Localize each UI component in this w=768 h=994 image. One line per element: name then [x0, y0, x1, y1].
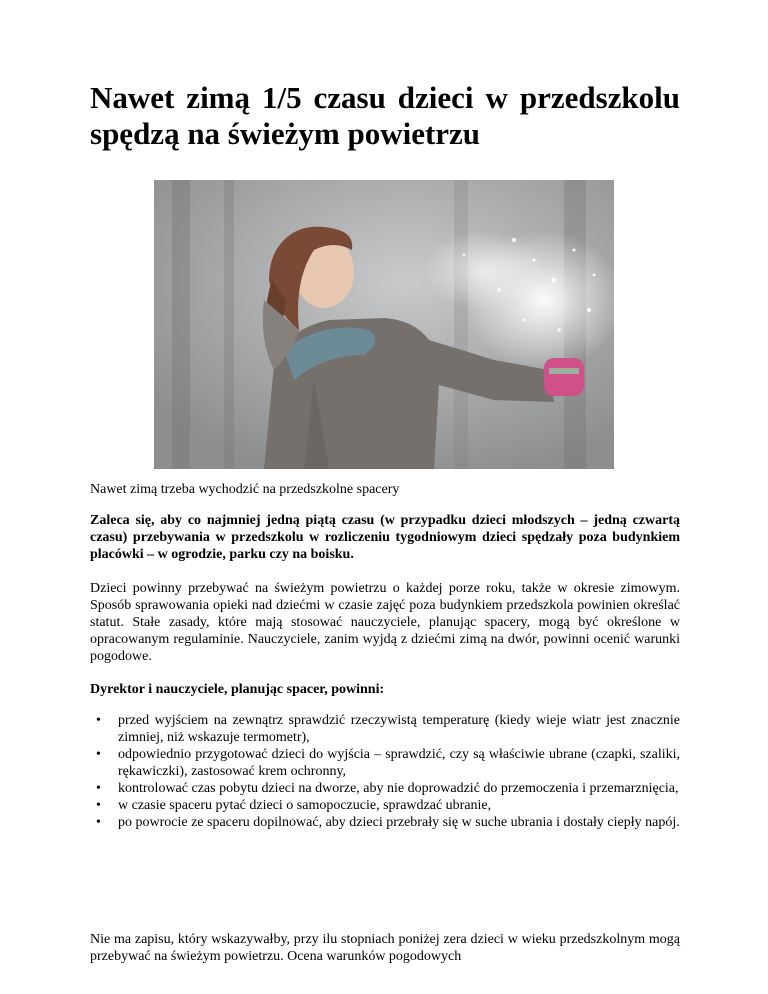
list-item: [90, 814, 680, 831]
list-item-text: w czasie spaceru pytać dzieci o samopoczucie, sprawdzać ubranie,: [118, 798, 492, 813]
winter-girl-photo: [154, 180, 614, 469]
bullet-icon: •: [96, 781, 101, 796]
bullet-icon: •: [96, 798, 101, 813]
bullet-icon: •: [96, 747, 101, 762]
subheading: Dyrektor i nauczyciele, planując spacer, powinni:: [90, 682, 385, 697]
photo-caption: Nawet zimą trzeba wychodzić na przedszkolne spacery: [90, 482, 400, 497]
list-item-text: odpowiednio przygotować dzieci do wyjścia – sprawdzić, czy są właściwie ubrane (czapki, szaliki, rękawiczki), zastosować krem ochronny,: [118, 747, 680, 779]
list-item: [90, 797, 680, 814]
page-title: Nawet zimą 1/5 czasu dzieci w przedszkolu spędzą na świeżym powietrzu: [90, 80, 680, 151]
list-item-text: po powrocie ze spaceru dopilnować, aby dzieci przebrały się w suche ubrania i dostały ciepły napój.: [118, 815, 680, 830]
body-paragraph-2: Nie ma zapisu, który wskazywałby, przy ilu stopniach poniżej zera dzieci w wieku przedszkolnym mogą przebywać na świeżym powietrzu. Ocena warunków pogodowych: [90, 932, 680, 964]
list-item-text: kontrolować czas pobytu dzieci na dworze, aby nie doprowadzić do przemoczenia i przemarznięcia,: [118, 781, 679, 796]
list-item: [90, 746, 680, 780]
list-item: [90, 712, 680, 746]
lead-paragraph: Zaleca się, aby co najmniej jedną piątą czasu (w przypadku dzieci młodszych – jedną czwartą czasu) przebywania w przedszkolu w rozliczeniu tygodniowym dzieci spędzały poza budynkiem placówki – w ogrodzie, parku czy na boisku.: [90, 513, 680, 562]
body-paragraph-1: Dzieci powinny przebywać na świeżym powietrzu o każdej porze roku, także w okresie zimowym. Sposób sprawowania opieki nad dziećmi w czasie zajęć poza budynkiem przedszkola powinien określać statut. Stałe zasady, które mają stosować nauczyciele, planując spacery, mogą być określone w opracowanym regulaminie. Nauczyciele, zanim wyjdą z dziećmi zimą na dwór, powinni ocenić warunki pogodowe.: [90, 581, 680, 664]
bullet-icon: •: [96, 815, 101, 830]
list-item-text: przed wyjściem na zewnątrz sprawdzić rzeczywistą temperaturę (kiedy wieje wiatr jest znacznie zimniej, niż wskazuje termometr),: [118, 713, 680, 745]
photo-illustration: [154, 180, 614, 469]
bullet-list: [90, 712, 680, 831]
list-item: [90, 780, 680, 797]
bullet-icon: •: [96, 713, 101, 728]
